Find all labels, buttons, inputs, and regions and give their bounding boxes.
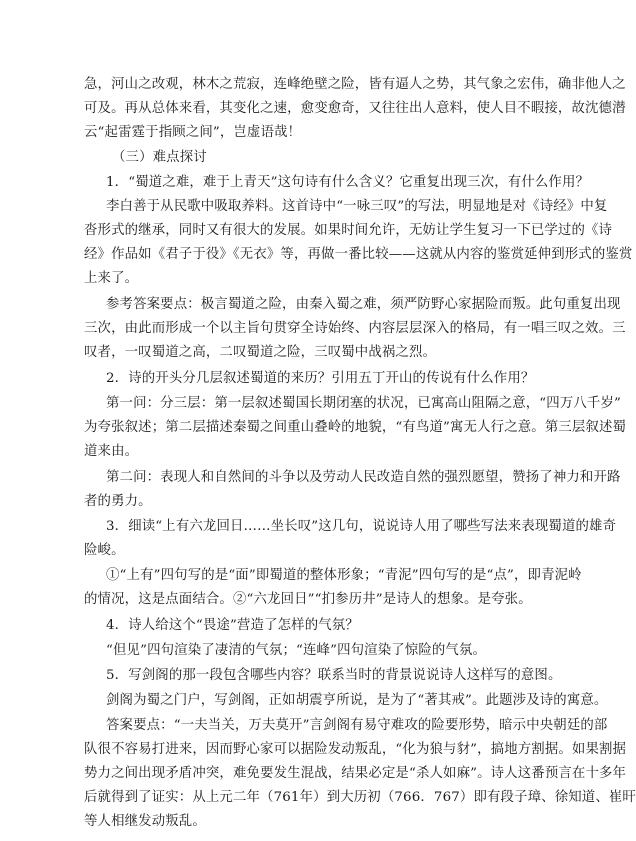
text-line: 队很不容易打进来，因而野心家可以据险发动叛乱，“化为狼与豺”，搞地方割据。如果割据: [84, 742, 627, 757]
text-line: 第一问：分三层：第一层叙述蜀国长期闭塞的状况，已寓高山阻隔之意，“四万八千岁”: [106, 396, 621, 411]
text-line: 为夸张叙述；第二层描述秦蜀之间重山叠岭的地貌，“有鸟道”寓无人行之意。第三层叙述蜀: [84, 420, 627, 435]
text-line: 上来了。: [84, 271, 139, 286]
text-line: 三次，由此而形成一个以主旨句贯穿全诗始终、内容层层深入的格局，有一唱三叹之效。三: [84, 321, 626, 336]
text-line: “但见”四句渲染了凄清的气氛；“连峰”四句渲染了惊险的气氛。: [106, 643, 487, 658]
text-line: 第二问：表现人和自然间的斗争以及劳动人民改造自然的强烈愿望，赞扬了神力和开路: [106, 470, 621, 485]
text-line: 者的勇力。: [84, 494, 152, 509]
text-line: 沓形式的继承，同时又有很大的发展。如果时间允许，无妨让学生复习一下已学过的《诗: [84, 223, 613, 238]
question-1: 1．“蜀道之难，难于上青天”这句诗有什么含义？它重复出现三次，有什么作用？: [106, 175, 590, 190]
answer-5: 答案要点：“一夫当关，万夫莫开”言剑阁有易守难攻的险要形势，暗示中央朝廷的部: [106, 718, 608, 733]
text-line: 势力之间出现矛盾冲突，难免要发生混战，结果必定是“杀人如麻”。诗人这番预言在十多年: [84, 766, 627, 781]
text-line: 等人相继发动叛乱。: [84, 814, 206, 829]
answer-1: 参考答案要点：极言蜀道之险，由秦入蜀之难，须严防野心家据险而叛。此句重复出现: [106, 297, 621, 312]
text-line: 云“起雷霆于指顾之间”，岂虚语哉！: [84, 125, 302, 140]
question-5: 5．写剑阁的那一段包含哪些内容？联系当时的背景说说诗人这样写的意图。: [106, 668, 562, 683]
text-line: 剑阁为蜀之门户，写剑阁，正如胡震亨所说，是为了“著其戒”。此题涉及诗的寓意。: [106, 693, 608, 708]
question-3: 3．细读“上有六龙回日……坐长叹”这几句，说说诗人用了哪些写法来表现蜀道的雄奇: [106, 519, 617, 534]
question-4: 4．诗人给这个“畏途”营造了怎样的气氛？: [106, 618, 359, 633]
text-line: 叹者，一叹蜀道之高，二叹蜀道之险，三叹蜀中战祸之烈。: [84, 345, 437, 360]
text-line: 经》作品如《君子于役》《无衣》等，再做一番比较——这就从内容的鉴赏延伸到形式的鉴赏: [84, 247, 633, 262]
text-line: 的情况，这是点面结合。②“六龙回日”“扪参历井”是诗人的想象。是夸张。: [84, 592, 532, 607]
question-2: 2．诗的开头分几层叙述蜀道的来历？引用五丁开山的传说有什么作用？: [106, 371, 535, 386]
text-line: 险峻。: [84, 543, 125, 558]
text-line: 急，河山之改观，林木之荒寂，连峰绝壁之险，皆有逼人之势，其气象之宏伟，确非他人之: [84, 77, 626, 92]
text-line: 后就得到了证实：从上元二年（761年）到大历初（766．767）即有段子璋、徐知道、崔旰: [84, 790, 636, 805]
section-heading: （三）难点探讨: [112, 150, 207, 165]
text-line: ①“上有”四句写的是“面”即蜀道的整体形象；“青泥”四句写的是“点”，即青泥岭: [106, 568, 582, 583]
text-line: 李白善于从民歌中吸取养料。这首诗中“一咏三叹”的写法，明显地是对《诗经》中复: [106, 199, 608, 214]
text-line: 可及。再从总体来看，其变化之速，愈变愈奇，又往往出人意料，使人目不暇接，故沈德潜: [84, 101, 626, 116]
text-line: 道来由。: [84, 444, 139, 459]
